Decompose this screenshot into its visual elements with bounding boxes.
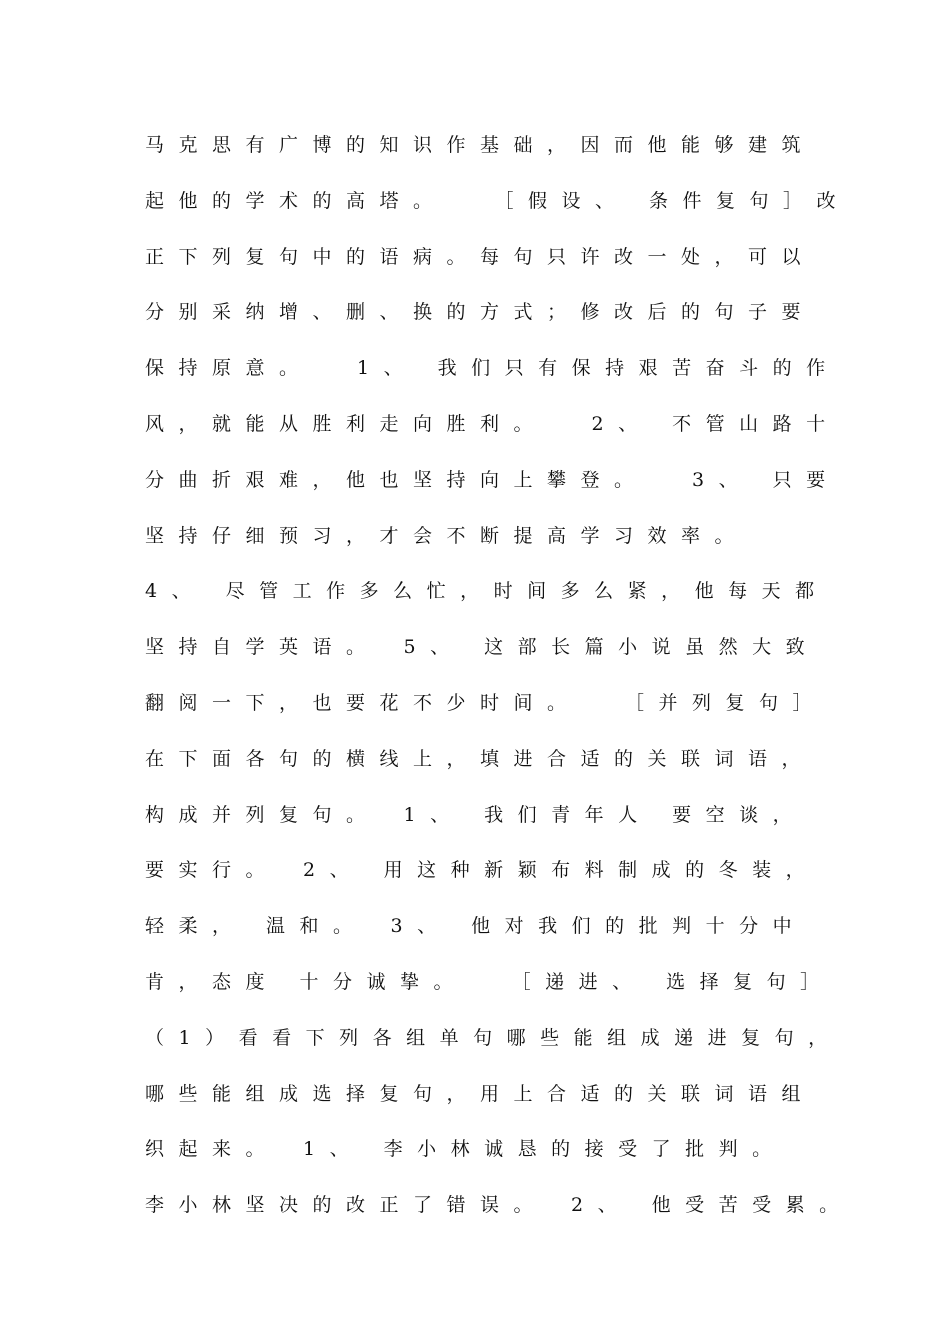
- text-line: 起他的学术的高塔。 ［假设、 条件复句］改: [145, 189, 851, 212]
- text-line: 正下列复句中的语病。每句只许改一处，可以: [145, 245, 816, 268]
- text-line: 在下面各句的横线上，填进合适的关联词语，: [145, 747, 816, 770]
- text-line: 坚持自学英语。 5、 这部长篇小说虽然大致: [145, 636, 820, 659]
- text-line: 4、 尽管工作多么忙，时间多么紧，他每天都: [145, 580, 829, 603]
- text-line: （1）看看下列各组单句哪些能组成递进复句，: [145, 1026, 842, 1049]
- text-line: 翻阅一下，也要花不少时间。 ［并列复句］: [145, 691, 827, 714]
- text-line: 分曲折艰难，他也坚持向上攀登。 3、 只要: [145, 468, 840, 491]
- text-line: 轻柔， 温和。 3、 他对我们的批判十分中: [145, 915, 807, 938]
- text-line: 构成并列复句。 1、 我们青年人 要空谈，: [145, 803, 807, 826]
- text-line: 分别采纳增、删、换的方式；修改后的句子要: [145, 301, 816, 324]
- text-line: 织起来。 1、 李小林诚恳的接受了批判。: [145, 1138, 786, 1161]
- text-line: 哪些能组成选择复句，用上合适的关联词语组: [145, 1082, 816, 1105]
- document-body: [145, 118, 853, 1234]
- text-line: 保持原意。 1、 我们只有保持艰苦奋斗的作: [145, 357, 840, 380]
- text-line: 坚持仔细预习，才会不断提高学习效率。: [145, 524, 749, 547]
- text-line: 马克思有广博的知识作基础，因而他能够建筑: [145, 134, 816, 156]
- text-line: 肯，态度 十分诚挚。 ［递进、 选择复句］: [145, 970, 834, 993]
- text-line: 风，就能从胜利走向胜利。 2、 不管山路十: [145, 412, 840, 435]
- text-line: 李小林坚决的改正了错误。 2、 他受苦受累。: [145, 1194, 853, 1217]
- text-line: 要实行。 2、 用这种新颖布料制成的冬装，: [145, 859, 820, 882]
